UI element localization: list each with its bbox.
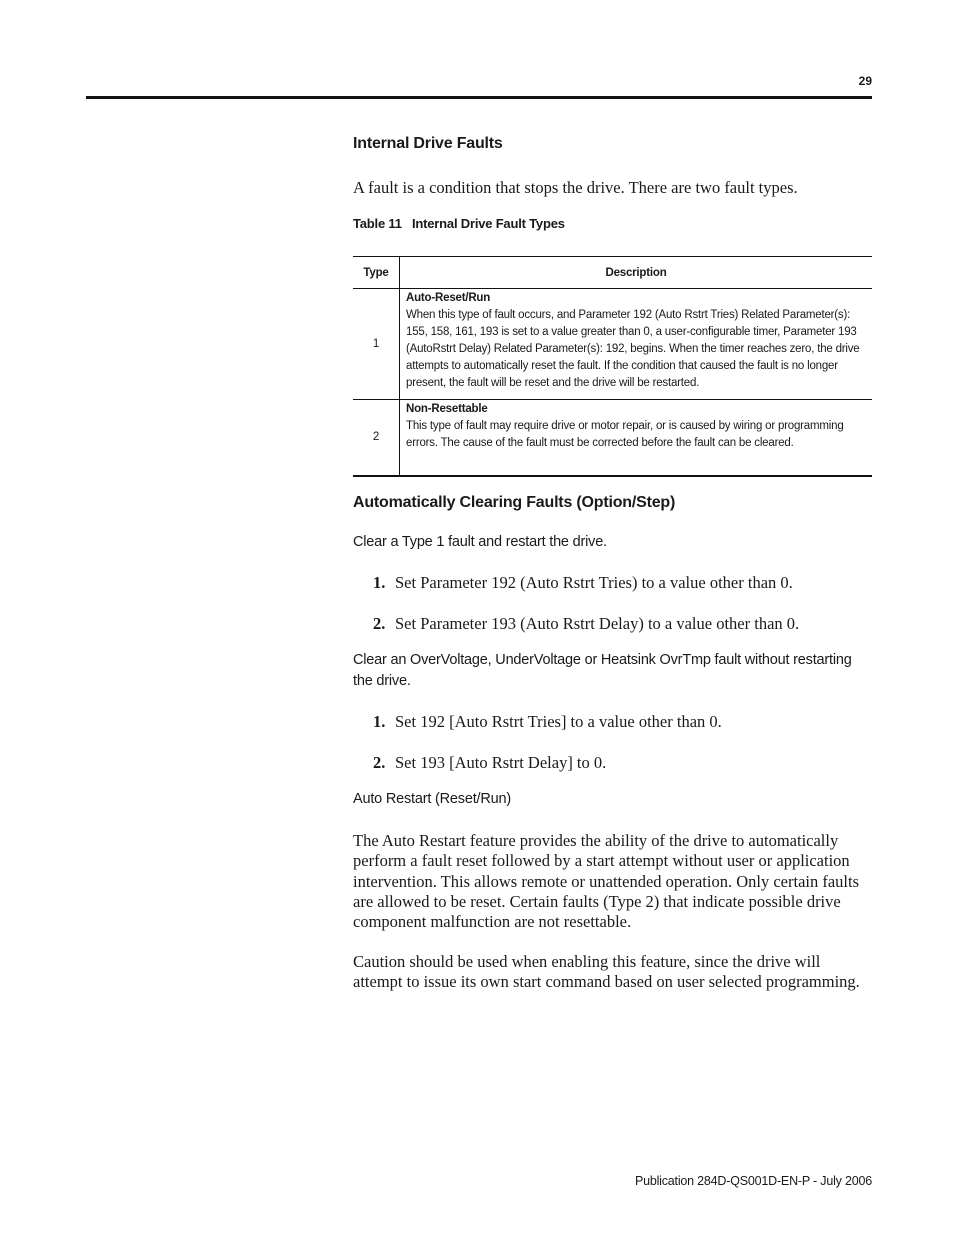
header-rule <box>86 96 872 99</box>
section-title-internal-drive-faults: Internal Drive Faults <box>353 135 503 152</box>
step-number: 2. <box>373 753 386 772</box>
fault-type-title: Non-Resettable <box>406 403 488 415</box>
step-number: 1. <box>373 573 386 592</box>
auto-restart-paragraph: The Auto Restart feature provides the ability of the drive to automatically perform a fault reset followed by a start attempt without user or application intervention. This allows remote or unattended operation. Only certain faults are allowed to be reset. Certain faults (Type 2) that indicate possible drive component malfunction are not resettable. <box>353 831 860 932</box>
fault-type-description: This type of fault may require drive or motor repair, or is caused by wiring or programming errors. The cause of the fault must be corrected before the fault can be cleared. <box>406 420 844 449</box>
table-header-row <box>353 257 872 289</box>
step-item <box>373 753 606 773</box>
lead-paragraph-type1: Clear a Type 1 fault and restart the drive. <box>353 534 607 550</box>
page-number: 29 <box>858 74 872 88</box>
table-row <box>353 400 872 476</box>
description-cell <box>400 289 873 400</box>
step-text: Set 192 [Auto Rstrt Tries] to a value other than 0. <box>395 712 722 731</box>
table-caption <box>353 216 565 231</box>
column-header-type: Type <box>353 257 400 289</box>
intro-paragraph: A fault is a condition that stops the drive. There are two fault types. <box>353 178 798 197</box>
subheading-auto-restart: Auto Restart (Reset/Run) <box>353 791 511 807</box>
fault-types-table <box>353 256 872 477</box>
step-text: Set 193 [Auto Rstrt Delay] to 0. <box>395 753 607 772</box>
publication-footer: Publication 284D-QS001D-EN-P - July 2006 <box>634 1174 872 1188</box>
fault-type-description: When this type of fault occurs, and Parameter 192 (Auto Rstrt Tries) Related Parameter(s): 155, 158, 161, 193 is set to a value greater than 0, a user-configurable timer, Parameter 193 (AutoRstrt Delay) Related Parameter(s): 192, begins. When the timer reaches zero, the drive attempts to automatically reset the fault. If the condition that caused the fault is no longer present, the fault will be reset and the drive will be restarted. <box>406 309 860 389</box>
type-cell: 1 <box>353 289 400 400</box>
table-caption-title: Internal Drive Fault Types <box>412 216 565 231</box>
table-row <box>353 289 872 400</box>
lead-paragraph-no-restart: Clear an OverVoltage, UnderVoltage or Heatsink OvrTmp fault without restarting the drive. <box>353 652 852 689</box>
step-text: Set Parameter 192 (Auto Rstrt Tries) to a value other than 0. <box>395 573 793 592</box>
fault-type-title: Auto-Reset/Run <box>406 292 491 304</box>
step-item <box>373 573 793 593</box>
column-header-description: Description <box>400 257 873 289</box>
step-number: 2. <box>373 614 386 633</box>
section-title-clearing-faults: Automatically Clearing Faults (Option/Step) <box>353 494 676 511</box>
step-text: Set Parameter 193 (Auto Rstrt Delay) to a value other than 0. <box>395 614 800 633</box>
step-number: 1. <box>373 712 386 731</box>
caution-paragraph: Caution should be used when enabling this feature, since the drive will attempt to issue its own start command based on user selected programming. <box>353 952 860 992</box>
step-item <box>373 712 722 732</box>
description-cell <box>400 400 873 476</box>
step-item <box>373 614 799 634</box>
type-cell: 2 <box>353 400 400 476</box>
table-caption-label: Table 11 <box>353 216 402 231</box>
